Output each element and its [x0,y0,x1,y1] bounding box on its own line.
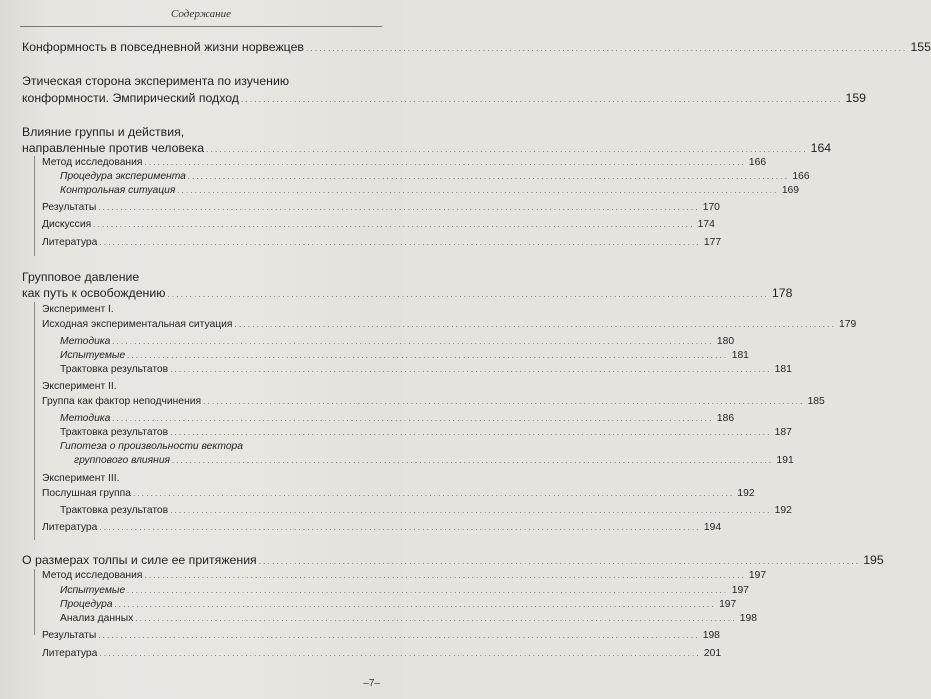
toc-entry [22,91,867,105]
leader-dots [259,557,860,566]
toc-page-number: 179 [839,319,857,330]
toc-entry-title: Испытуемые [60,350,126,361]
toc-entry [42,202,720,213]
leader-dots [98,203,699,212]
toc-page-number: 197 [748,570,767,581]
toc-entry [60,336,735,347]
toc-page-number: 159 [845,91,867,105]
toc-entry [60,185,800,196]
toc-entry [74,455,794,466]
toc-entry [22,40,931,54]
leader-dots [99,238,700,247]
toc-page-number: 178 [771,286,793,300]
leader-dots [235,320,836,329]
toc-page-number: 186 [716,413,735,424]
leader-dots [135,614,736,623]
page-number: –7– [363,678,380,689]
toc-entry [60,413,735,424]
toc-entry-title: Послушная группа [42,488,131,499]
toc-page-number: 169 [781,185,800,196]
toc-entry-title: как путь к освобождению [22,286,166,300]
toc-page-number: 166 [792,171,810,182]
toc-entry-title: Анализ данных [60,613,134,624]
toc-page-number: 174 [697,219,715,230]
toc-entry [42,319,857,330]
leader-dots [112,337,713,346]
toc-entry-title: Исходная экспериментальная ситуация [42,319,233,330]
toc-entry-title-line1: Групповое давление [22,270,140,284]
leader-dots [144,158,745,167]
leader-dots [241,95,842,104]
toc-entry-title: Метод исследования [42,570,143,581]
toc-entry-title: направленные против человека [22,141,205,155]
toc-entry [42,396,825,407]
toc-entry [22,553,884,567]
leader-dots [127,586,728,595]
section-bracket [34,156,35,256]
leader-dots [306,44,907,53]
section-bracket [34,569,35,635]
toc-entry [42,648,722,659]
toc-entry [42,488,755,499]
leader-dots [133,489,734,498]
toc-entry-title: Процедура эксперимента [60,171,186,182]
leader-dots [115,600,716,609]
toc-entry-title: Результаты [42,202,97,213]
toc-entry [60,350,749,361]
toc-page-number: 198 [702,630,720,641]
toc-entry [22,286,793,300]
leader-dots [203,397,804,406]
toc-entry-title: Литература [42,648,98,659]
toc-page-number: 195 [863,553,884,567]
running-head: Содержание [20,5,382,27]
toc-page-number: 181 [731,350,749,361]
toc-page-number: 177 [703,237,722,248]
leader-dots [170,506,771,515]
toc-entry-title: Испытуемые [60,585,126,596]
leader-dots [93,220,694,229]
toc-entry-title-line1: Эксперимент I. [42,304,114,315]
toc-entry-title-line1: Эксперимент II. [42,381,117,392]
toc-page-number: 180 [716,336,735,347]
toc-entry [60,364,792,375]
leader-dots [170,365,771,374]
toc-page-number: 166 [748,157,767,168]
toc-entry-title: Дискуссия [42,219,92,230]
toc-page-number: 192 [737,488,755,499]
toc-entry [60,171,810,182]
toc-entry-title: Литература [42,237,98,248]
toc-page-number: 155 [910,40,931,54]
toc-entry-title: конформности. Эмпирический подход [22,91,239,105]
toc-page-number: 181 [774,364,792,375]
toc-entry-title: Метод исследования [42,157,143,168]
toc-page-number: 192 [774,505,792,516]
toc-entry-title-line1: Влияние группы и действия, [22,125,185,139]
leader-dots [127,351,728,360]
leader-dots [188,172,789,181]
toc-page-number: 201 [703,648,722,659]
toc-entry [60,427,792,438]
leader-dots [99,649,700,658]
leader-dots [172,456,773,465]
toc-page-number: 194 [703,522,722,533]
toc-entry-title: Трактовка результатов [60,364,169,375]
toc-page-number: 197 [719,599,737,610]
leader-dots [112,414,713,423]
toc-entry-title: Методика [60,413,111,424]
toc-entry-title: группового влияния [74,455,171,466]
toc-entry [42,570,767,581]
toc-entry-title: Трактовка результатов [60,427,169,438]
toc-page-number: 170 [702,202,720,213]
toc-page-number: 197 [731,585,749,596]
toc-entry-title: Конформность в повседневной жизни норвежцев [22,40,304,54]
toc-entry [42,630,720,641]
leader-dots [206,145,807,154]
toc-entry [60,505,792,516]
toc-entry [60,599,737,610]
leader-dots [170,428,771,437]
toc-entry [60,585,749,596]
toc-entry [42,219,715,230]
toc-entry [22,141,832,155]
toc-page-number: 187 [774,427,792,438]
toc-entry-title: Трактовка результатов [60,505,169,516]
toc-entry-title: Группа как фактор неподчинения [42,396,202,407]
toc-page-number: 164 [810,141,832,155]
section-bracket [34,302,35,540]
toc-entry [60,613,757,624]
toc-entry-title: Методика [60,336,111,347]
toc-entry-title: Процедура [60,599,113,610]
leader-dots [99,523,700,532]
toc-entry-title-line1: Эксперимент III. [42,473,120,484]
toc-page-number: 191 [776,455,794,466]
toc-entry-title-line1: Этическая сторона эксперимента по изучению [22,74,290,88]
toc-entry-title: О размерах толпы и силе ее притяжения [22,553,257,567]
toc-entry-title: Контрольная ситуация [60,185,176,196]
toc-entry [42,157,767,168]
toc-entry-title: Литература [42,522,98,533]
toc-entry-title: Результаты [42,630,97,641]
toc-entry [42,522,722,533]
toc-page-number: 185 [807,396,825,407]
toc-entry-title-line1: Гипотеза о произвольности вектора [60,441,244,452]
leader-dots [167,290,768,299]
leader-dots [177,186,778,195]
leader-dots [144,571,745,580]
leader-dots [98,631,699,640]
toc-page-number: 198 [739,613,757,624]
toc-entry [42,237,722,248]
